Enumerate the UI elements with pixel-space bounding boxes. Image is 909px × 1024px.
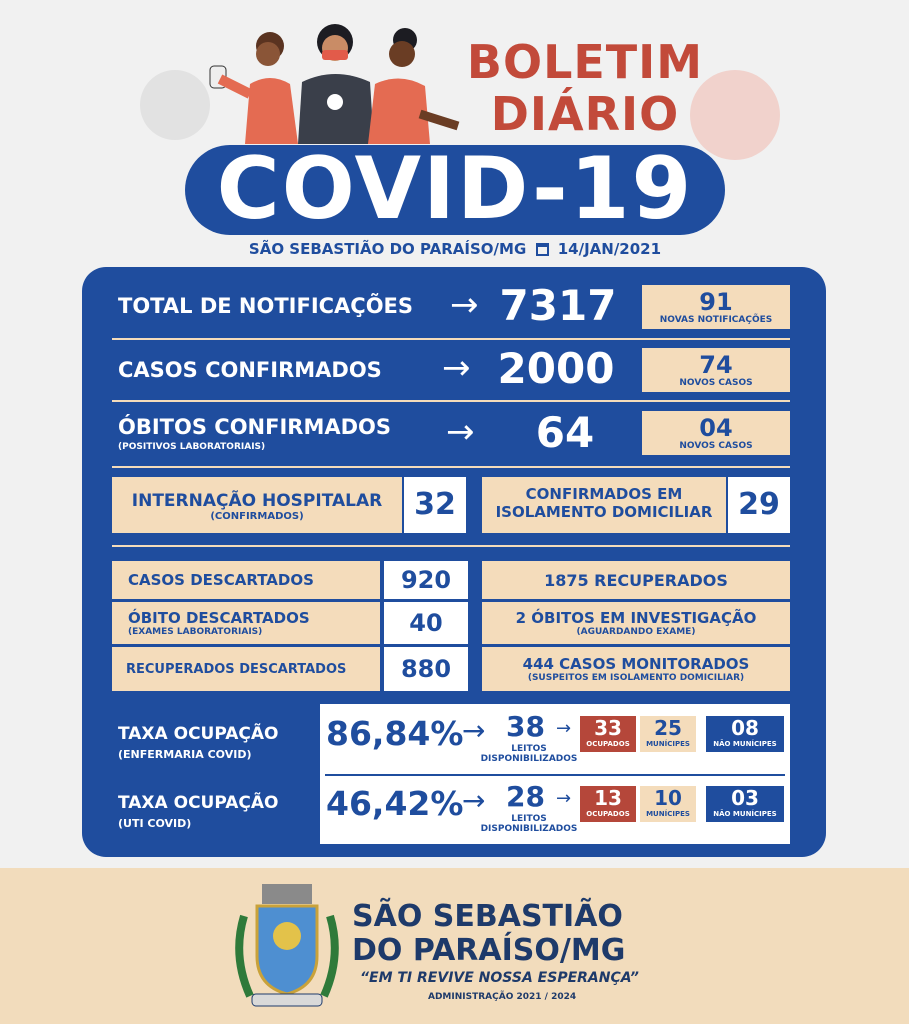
arrow-right-icon: → — [556, 788, 572, 809]
report-date: 14/JAN/2021 — [557, 240, 662, 258]
obitos-confirmados-value: 64 — [535, 408, 595, 457]
health-workers-illustration — [190, 14, 470, 144]
uti-municipes — [640, 786, 696, 822]
municipes-value: 10 — [654, 786, 682, 810]
arrow-right-icon: → — [442, 348, 471, 388]
arrow-right-icon: → — [462, 784, 486, 817]
obito-descartados-box — [112, 602, 380, 644]
novas-notificacoes-value: 91 — [699, 288, 733, 316]
novas-notificacoes-label: NOVAS NOTIFICAÇÕES — [659, 315, 773, 325]
internacao-sub: (CONFIRMADOS) — [210, 511, 304, 522]
obitos-confirmados-label: ÓBITOS CONFIRMADOS — [118, 415, 392, 439]
recuperados-descartados-label: RECUPERADOS DESCARTADOS — [126, 662, 347, 677]
uti-nao-municipes — [706, 786, 784, 822]
obitos-investigacao-sub: (AGUARDANDO EXAME) — [576, 627, 696, 637]
obitos-confirmados-sub: (POSITIVOS LABORATORIAIS) — [118, 442, 266, 452]
arrow-right-icon: → — [446, 412, 475, 452]
novos-obitos-label: NOVOS CASOS — [679, 441, 753, 451]
enfermaria-nao-municipes — [706, 716, 784, 752]
casos-descartados-value: 920 — [384, 561, 468, 599]
isolamento-label-2: ISOLAMENTO DOMICILIAR — [495, 503, 713, 521]
internacao-value: 32 — [404, 477, 466, 533]
novos-casos-box — [642, 348, 790, 392]
administration: ADMINISTRAÇÃO 2021 / 2024 — [428, 992, 577, 1002]
arrow-right-icon: → — [450, 285, 479, 325]
enfermaria-ocupados — [580, 716, 636, 752]
casos-monitorados-box — [482, 647, 790, 691]
municipes-label: MUNÍCIPES — [646, 740, 690, 748]
city-motto: “EM TI REVIVE NOSSA ESPERANÇA” — [360, 970, 639, 986]
arrow-right-icon: → — [556, 718, 572, 739]
diario-word: DIÁRIO — [490, 87, 680, 141]
taxa-enfermaria-sub: (ENFERMARIA COVID) — [118, 748, 252, 761]
novas-notificacoes-box — [642, 285, 790, 329]
casos-descartados-label: CASOS DESCARTADOS — [128, 571, 314, 589]
disponibilizados-label: DISPONIBILIZADOS — [480, 824, 578, 834]
divider — [112, 400, 790, 402]
uti-ocupados — [580, 786, 636, 822]
city-coat-of-arms-logo — [232, 876, 342, 1016]
nao-municipes-value: 08 — [731, 716, 759, 740]
location-date — [215, 240, 695, 258]
casos-confirmados-value: 2000 — [497, 344, 615, 393]
recuperados-box — [482, 561, 790, 599]
obito-descartados-label: ÓBITO DESCARTADOS — [128, 609, 310, 627]
leitos-label: LEITOS — [511, 814, 547, 824]
internacao-label: INTERNAÇÃO HOSPITALAR — [131, 491, 383, 511]
uti-leitos-label — [474, 814, 584, 834]
arrow-right-icon: → — [462, 714, 486, 747]
taxa-uti-label: TAXA OCUPAÇÃO — [118, 793, 279, 813]
taxa-enfermaria-label: TAXA OCUPAÇÃO — [118, 724, 279, 744]
enfermaria-pct: 86,84% — [326, 714, 464, 753]
casos-monitorados-sub: (SUSPEITOS EM ISOLAMENTO DOMICILIAR) — [527, 673, 745, 683]
isolamento-value: 29 — [728, 477, 790, 533]
obito-descartados-value: 40 — [384, 602, 468, 644]
enfermaria-leitos-label — [474, 744, 584, 764]
casos-confirmados-label: CASOS CONFIRMADOS — [118, 358, 382, 382]
nao-municipes-value: 03 — [731, 786, 759, 810]
divider — [112, 338, 790, 340]
boletim-word: BOLETIM — [466, 35, 704, 89]
ocupados-value: 33 — [594, 716, 622, 740]
enfermaria-municipes — [640, 716, 696, 752]
isolamento-box — [482, 477, 726, 533]
taxa-uti-sub: (UTI COVID) — [118, 817, 192, 830]
enfermaria-leitos: 38 — [506, 710, 545, 743]
ocupados-value: 13 — [594, 786, 622, 810]
divider — [112, 545, 790, 547]
city-name-line-2: DO PARAÍSO/MG — [352, 933, 626, 968]
total-notificacoes-label: TOTAL DE NOTIFICAÇÕES — [118, 294, 414, 318]
casos-monitorados-label: 444 CASOS MONITORADOS — [522, 655, 750, 673]
internacao-box — [112, 477, 402, 533]
nao-municipes-label: NÃO MUNÍCIPES — [713, 740, 777, 748]
casos-descartados-box — [112, 561, 380, 599]
municipes-value: 25 — [654, 716, 682, 740]
recuperados-descartados-box — [112, 647, 380, 691]
recuperados-descartados-value: 880 — [384, 647, 468, 691]
ocupados-label: OCUPADOS — [586, 740, 630, 748]
uti-pct: 46,42% — [326, 784, 464, 823]
novos-casos-value: 74 — [699, 351, 733, 379]
obitos-investigacao-label: 2 ÓBITOS EM INVESTIGAÇÃO — [515, 609, 757, 627]
uti-leitos: 28 — [506, 780, 545, 813]
isolamento-label-1: CONFIRMADOS EM — [525, 485, 683, 503]
calendar-icon — [536, 243, 549, 256]
occupancy-divider — [325, 774, 785, 776]
covid-title: COVID-19 — [216, 139, 694, 239]
municipes-label: MUNÍCIPES — [646, 810, 690, 818]
disponibilizados-label: DISPONIBILIZADOS — [480, 754, 578, 764]
obitos-investigacao-box — [482, 602, 790, 644]
city-name-line-1: SÃO SEBASTIÃO — [352, 899, 623, 934]
divider — [112, 466, 790, 468]
boletim-title — [455, 36, 715, 140]
location: SÃO SEBASTIÃO DO PARAÍSO/MG — [248, 240, 527, 258]
obito-descartados-sub: (EXAMES LABORATORIAIS) — [128, 627, 263, 637]
novos-casos-label: NOVOS CASOS — [679, 378, 753, 388]
ocupados-label: OCUPADOS — [586, 810, 630, 818]
recuperados-label: 1875 RECUPERADOS — [544, 571, 728, 590]
total-notificacoes-value: 7317 — [499, 281, 617, 330]
leitos-label: LEITOS — [511, 744, 547, 754]
nao-municipes-label: NÃO MUNÍCIPES — [713, 810, 777, 818]
novos-obitos-box — [642, 411, 790, 455]
novos-obitos-value: 04 — [699, 414, 733, 442]
